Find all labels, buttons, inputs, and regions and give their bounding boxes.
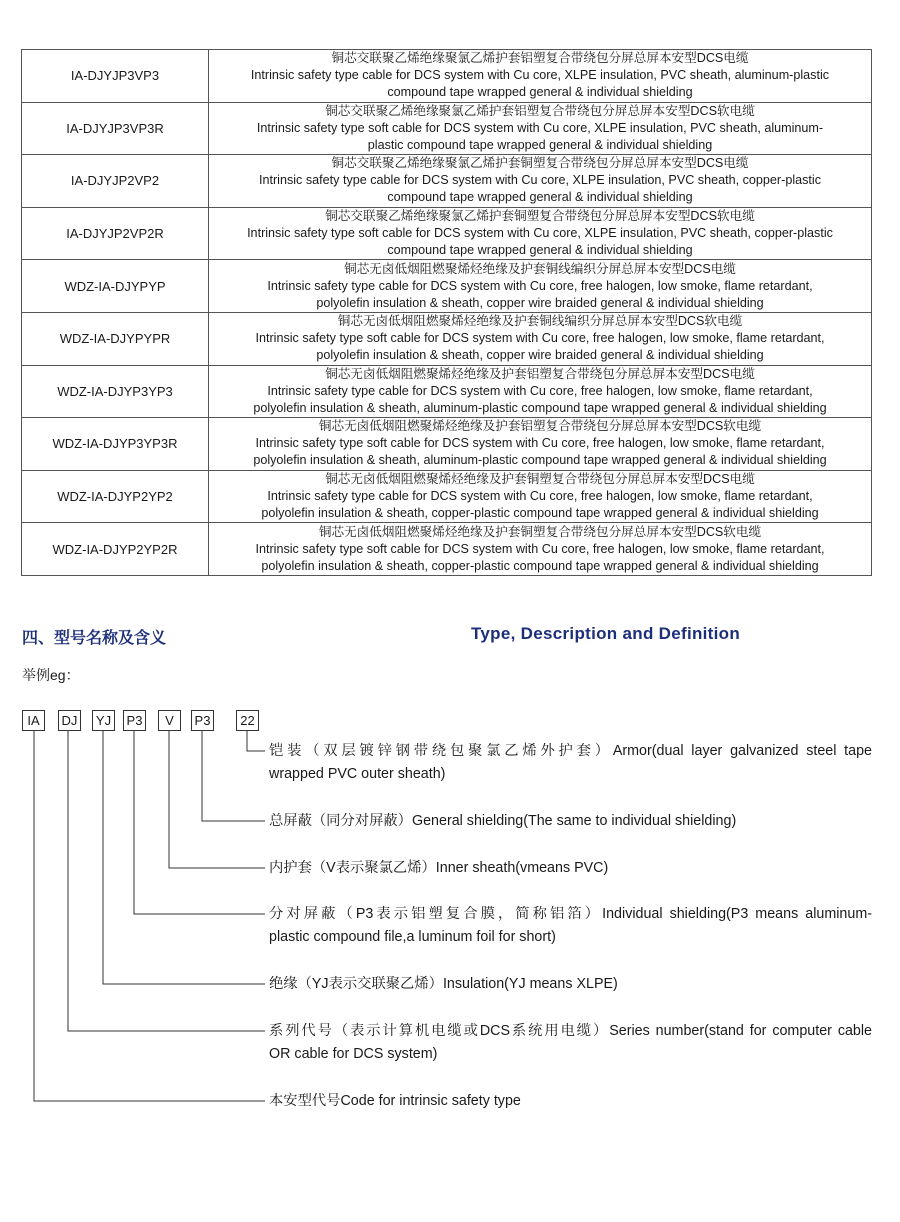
explanation-individual-shielding (269, 903, 872, 949)
description-line: plastic compound tape wrapped general & individual shielding (367, 137, 713, 152)
explanation-inner-sheath-line1: 内护套（V表示聚氯乙烯）Inner sheath(vmeans PVC) (269, 860, 609, 876)
table-row (22, 523, 872, 576)
model-code-cell: WDZ-IA-DJYP3YP3R (22, 418, 209, 471)
model-code-cell: IA-DJYJP2VP2 (22, 155, 209, 208)
model-code-cell: IA-DJYJP2VP2R (22, 207, 209, 260)
code-box-yj: YJ (92, 710, 115, 731)
section-title-zh: 四、型号名称及含义 (22, 628, 167, 647)
table-row (22, 102, 872, 155)
description-line: 铜芯无卤低烟阻燃聚烯烃绝缘及护套铜线编织分屏总屏本安型DCS软电缆 (337, 314, 743, 329)
description-line: Intrinsic safety type cable for DCS system with Cu core, free halogen, low smoke, flame retardant, (267, 278, 813, 293)
description-line: 铜芯交联聚乙烯绝缘聚氯乙烯护套铜塑复合带绕包分屏总屏本安型DCS软电缆 (325, 209, 755, 224)
description-line: Intrinsic safety type soft cable for DCS system with Cu core, XLPE insulation, PVC sheath, copper-plastic (247, 226, 833, 241)
explanation-insulation (269, 973, 872, 996)
explanation-intrinsic-safety (269, 1090, 872, 1113)
connector-ia (34, 731, 265, 1101)
model-code-cell: WDZ-IA-DJYP2YP2R (22, 523, 209, 576)
explanation-series-number-line1: 系列代号（表示计算机电缆或DCS系统用电缆）Series number(stand for computer cable (269, 1023, 872, 1039)
description-line: polyolefin insulation & sheath, copper-plastic compound tape wrapped general & individual shielding (261, 558, 819, 573)
table-row (22, 312, 872, 365)
description-line: 铜芯无卤低烟阻燃聚烯烃绝缘及护套铜塑复合带绕包分屏总屏本安型DCS软电缆 (318, 524, 762, 539)
code-box-dj: DJ (58, 710, 81, 731)
explanation-insulation-line1: 绝缘（YJ表示交联聚乙烯）Insulation(YJ means XLPE) (269, 976, 618, 992)
description-line: Intrinsic safety type cable for DCS system with Cu core, free halogen, low smoke, flame retardant, (267, 383, 813, 398)
description-line: Intrinsic safety type cable for DCS system with Cu core, XLPE insulation, PVC sheath, copper-plastic (258, 173, 822, 188)
connector-v (169, 731, 265, 868)
description-cell (209, 155, 872, 208)
description-cell (209, 523, 872, 576)
description-line: Intrinsic safety type soft cable for DCS system with Cu core, free halogen, low smoke, flame retardant, (255, 541, 825, 556)
explanation-inner-sheath (269, 857, 872, 880)
description-line: 铜芯交联聚乙烯绝缘聚氯乙烯护套铜塑复合带绕包分屏总屏本安型DCS电缆 (331, 156, 749, 171)
description-cell (209, 365, 872, 418)
explanation-intrinsic-safety-line1: 本安型代号Code for intrinsic safety type (269, 1093, 521, 1109)
description-line: Intrinsic safety type cable for DCS system with Cu core, free halogen, low smoke, flame retardant, (267, 489, 813, 504)
description-line: Intrinsic safety type cable for DCS system with Cu core, XLPE insulation, PVC sheath, aluminum-plastic (250, 68, 830, 83)
model-code-cell: WDZ-IA-DJYP3YP3 (22, 365, 209, 418)
cable-model-table (21, 49, 872, 576)
code-box-p3-individual: P3 (123, 710, 146, 731)
section-title-en: Type, Description and Definition (471, 624, 741, 643)
explanation-series-number (269, 1020, 872, 1066)
description-line: 铜芯交联聚乙烯绝缘聚氯乙烯护套铝塑复合带绕包分屏总屏本安型DCS软电缆 (325, 103, 755, 118)
description-line: Intrinsic safety type soft cable for DCS system with Cu core, XLPE insulation, PVC sheath, aluminum- (256, 120, 824, 135)
description-line: 铜芯无卤低烟阻燃聚烯烃绝缘及护套铝塑复合带绕包分屏总屏本安型DCS软电缆 (318, 419, 762, 434)
table-row (22, 260, 872, 313)
description-cell (209, 312, 872, 365)
model-code-cell: IA-DJYJP3VP3R (22, 102, 209, 155)
table-row (22, 207, 872, 260)
table-row (22, 50, 872, 103)
connector-yj (103, 731, 265, 984)
description-cell (209, 470, 872, 523)
code-box-ia: IA (22, 710, 45, 731)
description-cell (209, 102, 872, 155)
description-line: polyolefin insulation & sheath, copper wire braided general & individual shielding (316, 348, 764, 363)
connector-p3-individual (134, 731, 265, 914)
table-row (22, 418, 872, 471)
description-line: 铜芯无卤低烟阻燃聚烯烃绝缘及护套铜线编织分屏总屏本安型DCS电缆 (344, 261, 736, 276)
explanation-individual-shielding-line2: plastic compound file,a luminum foil for short) (269, 929, 556, 945)
table-row (22, 470, 872, 523)
description-cell (209, 418, 872, 471)
description-cell (209, 260, 872, 313)
table-row (22, 155, 872, 208)
description-line: compound tape wrapped general & individual shielding (387, 85, 693, 100)
description-line: Intrinsic safety type soft cable for DCS system with Cu core, free halogen, low smoke, flame retardant, (255, 331, 825, 346)
description-line: Intrinsic safety type soft cable for DCS system with Cu core, free halogen, low smoke, flame retardant, (255, 436, 825, 451)
description-line: polyolefin insulation & sheath, aluminum-plastic compound tape wrapped general & individual shielding (253, 400, 827, 415)
description-line: 铜芯无卤低烟阻燃聚烯烃绝缘及护套铝塑复合带绕包分屏总屏本安型DCS电缆 (325, 366, 755, 381)
code-box-v: V (158, 710, 181, 731)
description-line: polyolefin insulation & sheath, copper-plastic compound tape wrapped general & individual shielding (261, 506, 819, 521)
explanation-armor-line2: wrapped PVC outer sheath) (269, 766, 446, 782)
description-cell (209, 207, 872, 260)
description-line: 铜芯交联聚乙烯绝缘聚氯乙烯护套铝塑复合带绕包分屏总屏本安型DCS电缆 (331, 51, 749, 66)
explanation-general-shielding-line1: 总屏蔽（同分对屏蔽）General shielding(The same to individual shielding) (269, 813, 737, 829)
description-line: compound tape wrapped general & individual shielding (387, 243, 693, 258)
example-label: 举例eg： (22, 667, 80, 683)
description-line: 铜芯无卤低烟阻燃聚烯烃绝缘及护套铜塑复合带绕包分屏总屏本安型DCS电缆 (325, 472, 755, 487)
explanation-armor (269, 740, 872, 786)
model-code-cell: WDZ-IA-DJYP2YP2 (22, 470, 209, 523)
explanation-individual-shielding-line1: 分对屏蔽（P3表示铝塑复合膜，简称铝箔）Individual shielding(P3 means aluminum- (269, 906, 872, 922)
description-line: compound tape wrapped general & individual shielding (387, 190, 693, 205)
explanation-general-shielding (269, 810, 872, 833)
code-box-22: 22 (236, 710, 259, 731)
table-row (22, 365, 872, 418)
connector-p3-general (202, 731, 265, 821)
connector-dj (68, 731, 265, 1031)
description-line: polyolefin insulation & sheath, aluminum-plastic compound tape wrapped general & individual shielding (253, 453, 827, 468)
code-box-p3-general: P3 (191, 710, 214, 731)
model-code-cell: IA-DJYJP3VP3 (22, 50, 209, 103)
connector-22 (247, 731, 265, 751)
description-cell (209, 50, 872, 103)
description-line: polyolefin insulation & sheath, copper wire braided general & individual shielding (316, 295, 764, 310)
explanation-armor-line1: 铠装（双层镀锌钢带绕包聚氯乙烯外护套）Armor(dual layer galvanized steel tape (269, 743, 872, 759)
explanation-series-number-line2: OR cable for DCS system) (269, 1046, 438, 1062)
model-code-cell: WDZ-IA-DJYPYPR (22, 312, 209, 365)
model-code-cell: WDZ-IA-DJYPYP (22, 260, 209, 313)
